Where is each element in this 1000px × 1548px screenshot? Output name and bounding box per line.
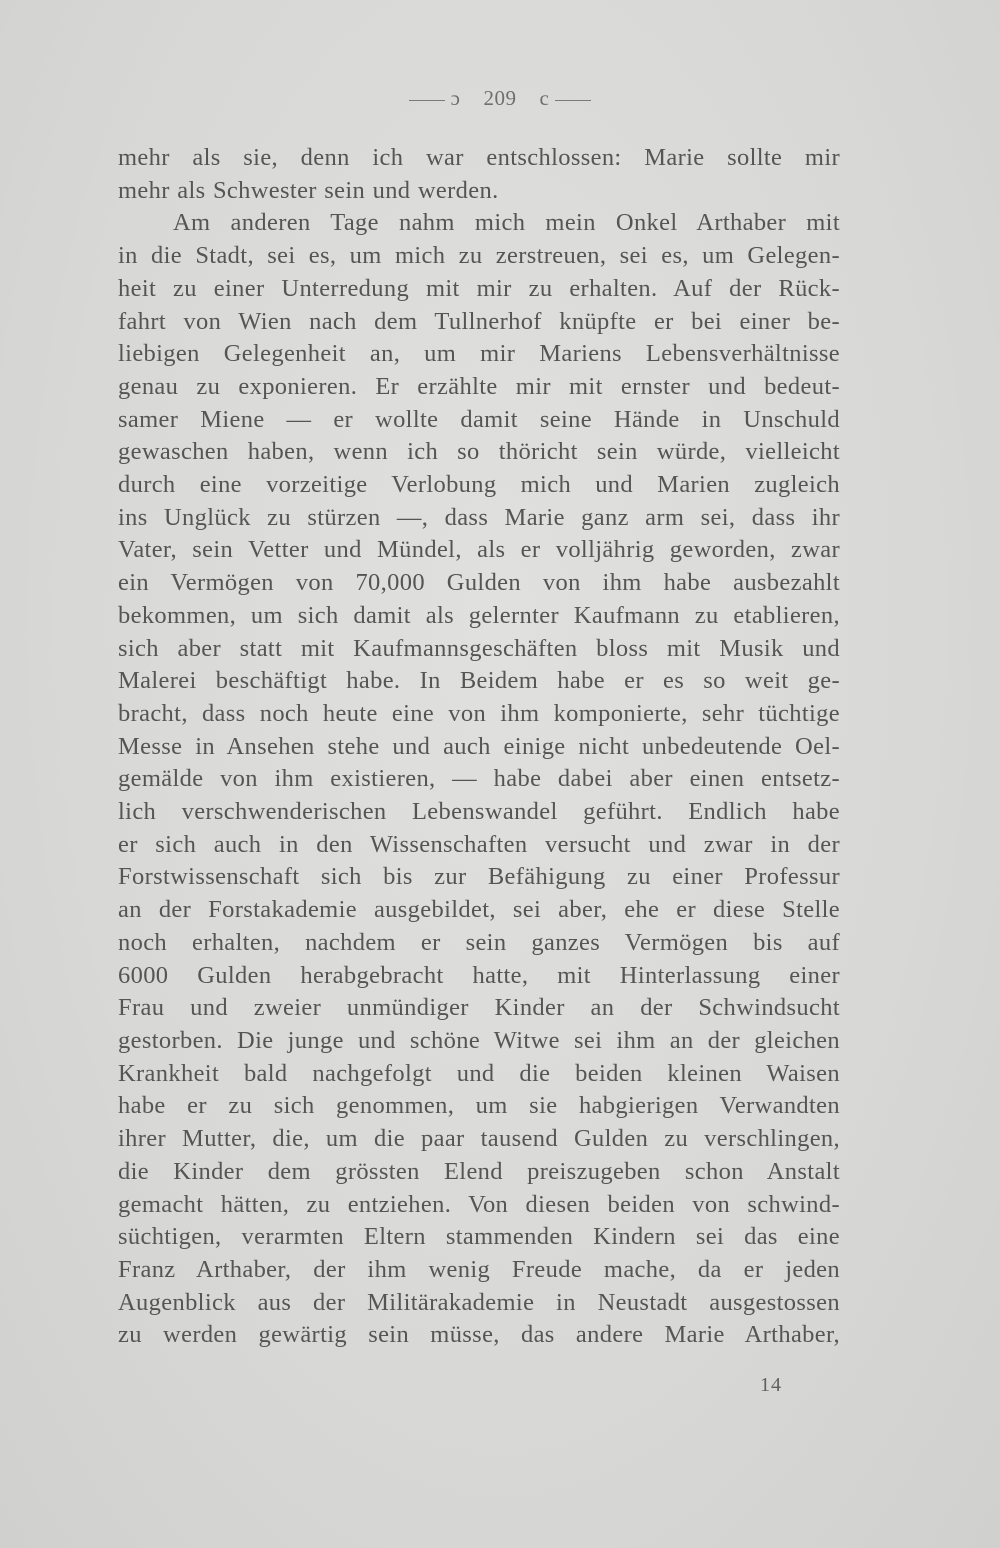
text-line: in die Stadt, sei es, um mich zu zerstreuen, sei es, um Gelegen-: [118, 242, 840, 270]
signature-mark: 14: [760, 1374, 782, 1396]
text-line: gewaschen haben, wenn ich so thöricht sein würde, vielleicht: [118, 438, 840, 466]
text-line: Vater, sein Vetter und Mündel, als er volljährig geworden, zwar: [118, 536, 840, 564]
running-head: [0, 86, 1000, 111]
text-line: sich aber statt mit Kaufmannsgeschäften bloss mit Musik und: [118, 634, 840, 662]
text-line: ein Vermögen von 70,000 Gulden von ihm habe ausbezahlt: [118, 569, 840, 597]
text-line: gemacht hätten, zu entziehen. Von diesen beiden von schwind-: [118, 1190, 840, 1218]
right-ornament: c: [539, 86, 550, 110]
text-line: bekommen, um sich damit als gelernter Kaufmann zu etablieren,: [118, 601, 840, 629]
text-line: gemälde von ihm existieren, — habe dabei aber einen entsetz-: [118, 765, 840, 793]
text-line: lich verschwenderischen Lebenswandel geführt. Endlich habe: [118, 798, 840, 826]
text-line: Forstwissenschaft sich bis zur Befähigung zu einer Professur: [118, 863, 840, 891]
text-line: durch eine vorzeitige Verlobung mich und Marien zugleich: [118, 471, 840, 499]
text-line: samer Miene — er wollte damit seine Hände in Unschuld: [118, 405, 840, 433]
text-line: genau zu exponieren. Er erzählte mir mit ernster und bedeut-: [118, 372, 840, 400]
text-line: Messe in Ansehen stehe und auch einige nicht unbedeutende Oel-: [118, 732, 840, 760]
text-line: bracht, dass noch heute eine von ihm komponierte, sehr tüchtige: [118, 699, 840, 727]
text-line: die Kinder dem grössten Elend preiszugeben schon Anstalt: [118, 1157, 840, 1185]
text-line: gestorben. Die junge und schöne Witwe sei ihm an der gleichen: [118, 1026, 840, 1054]
text-line: Frau und zweier unmündiger Kinder an der Schwindsucht: [118, 994, 840, 1022]
page-number: 209: [483, 86, 517, 110]
text-line: süchtigen, verarmten Eltern stammenden Kindern sei das eine: [118, 1223, 840, 1251]
text-line: heit zu einer Unterredung mit mir zu erhalten. Auf der Rück-: [118, 274, 840, 302]
text-line: an der Forstakademie ausgebildet, sei aber, ehe er diese Stelle: [118, 896, 840, 924]
text-line: Malerei beschäftigt habe. In Beidem habe er es so weit ge-: [118, 667, 840, 695]
text-line: Krankheit bald nachgefolgt und die beiden kleinen Waisen: [118, 1059, 840, 1087]
text-line: mehr als sie, denn ich war entschlossen: Marie sollte mir: [118, 144, 840, 171]
text-line: noch erhalten, nachdem er sein ganzes Vermögen bis auf: [118, 928, 840, 956]
text-line: Augenblick aus der Militärakademie in Neustadt ausgestossen: [118, 1288, 840, 1316]
left-rule: [409, 100, 445, 101]
text-line: mehr als Schwester sein und werden.: [118, 176, 499, 204]
body-text: [118, 142, 840, 1352]
text-line: fahrt von Wien nach dem Tullnerhof knüpfte er bei einer be-: [118, 307, 840, 335]
right-rule: [555, 100, 591, 101]
left-ornament: ɔ: [450, 86, 461, 110]
text-line: ihrer Mutter, die, um die paar tausend Gulden zu verschlingen,: [118, 1125, 840, 1153]
text-line: zu werden gewärtig sein müsse, das andere Marie Arthaber,: [118, 1321, 840, 1349]
text-line: er sich auch in den Wissenschaften versucht und zwar in der: [118, 830, 840, 858]
text-line: Am anderen Tage nahm mich mein Onkel Arthaber mit: [173, 209, 840, 237]
text-line: habe er zu sich genommen, um sie habgierigen Verwandten: [118, 1092, 840, 1120]
text-line: ins Unglück zu stürzen —, dass Marie ganz arm sei, dass ihr: [118, 503, 840, 531]
text-line: liebigen Gelegenheit an, um mir Mariens Lebensverhältnisse: [118, 340, 840, 368]
text-line: Franz Arthaber, der ihm wenig Freude mache, da er jeden: [118, 1255, 840, 1283]
text-line: 6000 Gulden herabgebracht hatte, mit Hinterlassung einer: [118, 961, 840, 989]
